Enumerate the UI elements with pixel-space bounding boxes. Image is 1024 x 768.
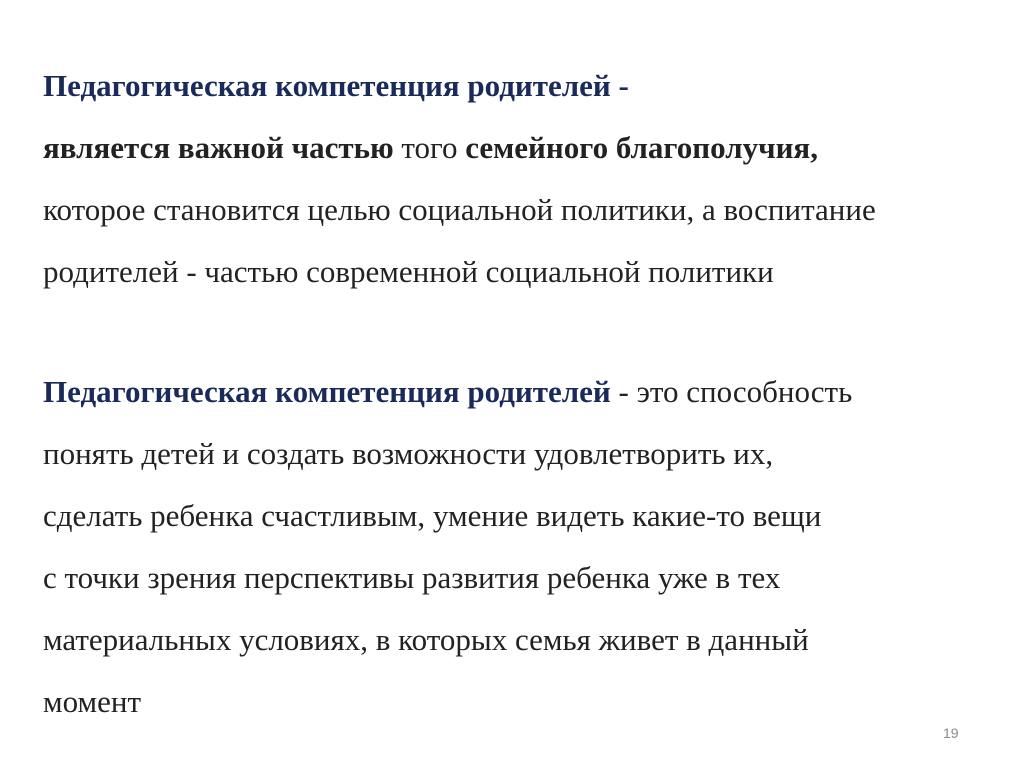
paragraph2-term: Педагогическая компетенция родителей <box>43 374 611 409</box>
paragraph2-line1 <box>43 374 852 410</box>
emphasis-important-part: является важной частью <box>43 130 394 165</box>
paragraph1-heading: Педагогическая компетенция родителей - <box>43 68 629 103</box>
paragraph2-definition-start: - это способность <box>610 374 853 409</box>
emphasis-family-wellbeing: семейного благополучия, <box>465 130 818 165</box>
paragraph1-line1 <box>43 68 629 104</box>
paragraph1-line3: которое становится целью социальной политики, а воспитание <box>43 192 876 227</box>
page-number: 19 <box>943 725 959 741</box>
paragraph2-line4: с точки зрения перспективы развития ребенка уже в тех <box>43 560 781 595</box>
paragraph2-line3: сделать ребенка счастливым, умение видеть какие-то вещи <box>43 498 822 533</box>
paragraph2-line5: материальных условиях, в которых семья живет в данный <box>43 622 809 657</box>
paragraph2-line2: понять детей и создать возможности удовлетворить их, <box>43 436 774 471</box>
paragraph2-line6: момент <box>43 684 142 719</box>
paragraph1-line2 <box>43 130 818 166</box>
connector-text: того <box>393 130 466 165</box>
paragraph1-line4: родителей - частью современной социальной политики <box>43 254 774 289</box>
